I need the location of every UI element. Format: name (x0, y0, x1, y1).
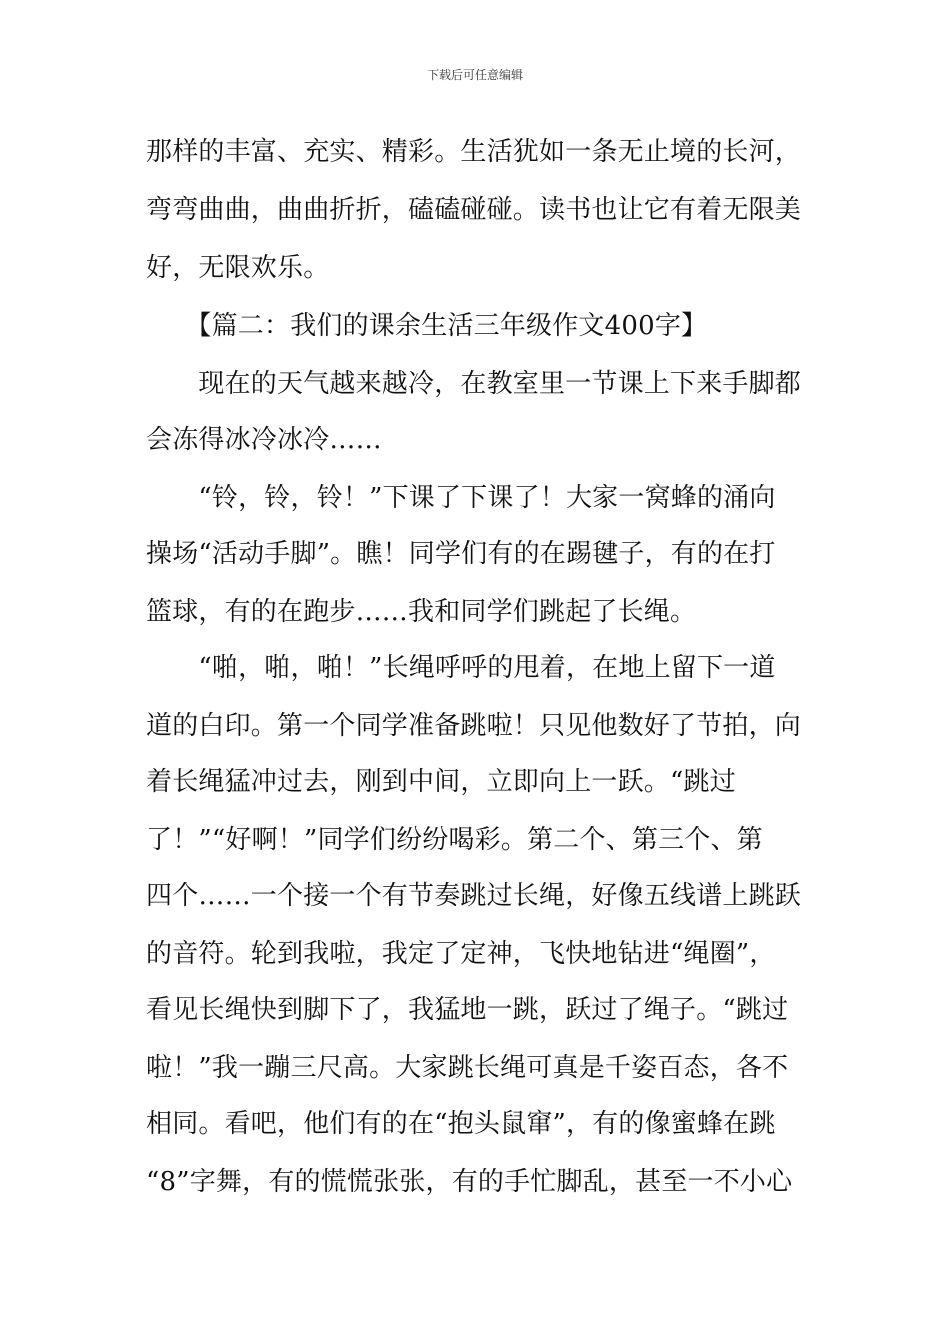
body-line: 啦！”我一蹦三尺高。大家跳长绳可真是千姿百态，各不 (146, 1053, 789, 1083)
body-line: “8”字舞，有的慌慌张张，有的手忙脚乱，甚至一不小心 (146, 1167, 793, 1197)
body-line: 看见长绳快到脚下了，我猛地一跳，跃过了绳子。“跳过 (146, 995, 789, 1025)
body-line: 道的白印。第一个同学准备跳啦！只见他数好了节拍，向 (146, 711, 802, 741)
body-line: “啪，啪，啪！”长绳呼呼的甩着，在地上留下一道 (146, 653, 776, 683)
body-line: 了！”“好啊！”同学们纷纷喝彩。第二个、第三个、第 (146, 825, 763, 855)
body-line: 现在的天气越来越冷，在教室里一节课上下来手脚都 (146, 369, 802, 399)
body-line: 弯弯曲曲，曲曲折折，磕磕碰碰。读书也让它有着无限美 (146, 195, 802, 225)
body-line: 篮球，有的在跑步……我和同学们跳起了长绳。 (146, 597, 697, 627)
page-header: 下载后可任意编辑 (426, 68, 523, 82)
body-line: 相同。看吧，他们有的在“抱头鼠窜”，有的像蜜蜂在跳 (146, 1109, 776, 1139)
body-line: 操场“活动手脚”。瞧！同学们有的在踢毽子，有的在打 (146, 539, 776, 569)
body-line: 好，无限欢乐。 (146, 253, 330, 283)
body-line: 那样的丰富、充实、精彩。生活犹如一条无止境的长河， (146, 137, 802, 167)
body-line: “铃，铃，铃！”下课了下课了！大家一窝蜂的涌向 (146, 483, 776, 513)
section-heading: 【篇二：我们的课余生活三年级作文400字】 (146, 311, 708, 341)
body-line: 着长绳猛冲过去，刚到中间，立即向上一跃。“跳过 (146, 767, 736, 797)
body-line: 的音符。轮到我啦，我定了定神，飞快地钻进“绳圈”， (146, 939, 776, 969)
body-line: 会冻得冰冷冰冷…… (146, 425, 382, 455)
body-line: 四个……一个接一个有节奏跳过长绳，好像五线谱上跳跃 (146, 881, 802, 911)
